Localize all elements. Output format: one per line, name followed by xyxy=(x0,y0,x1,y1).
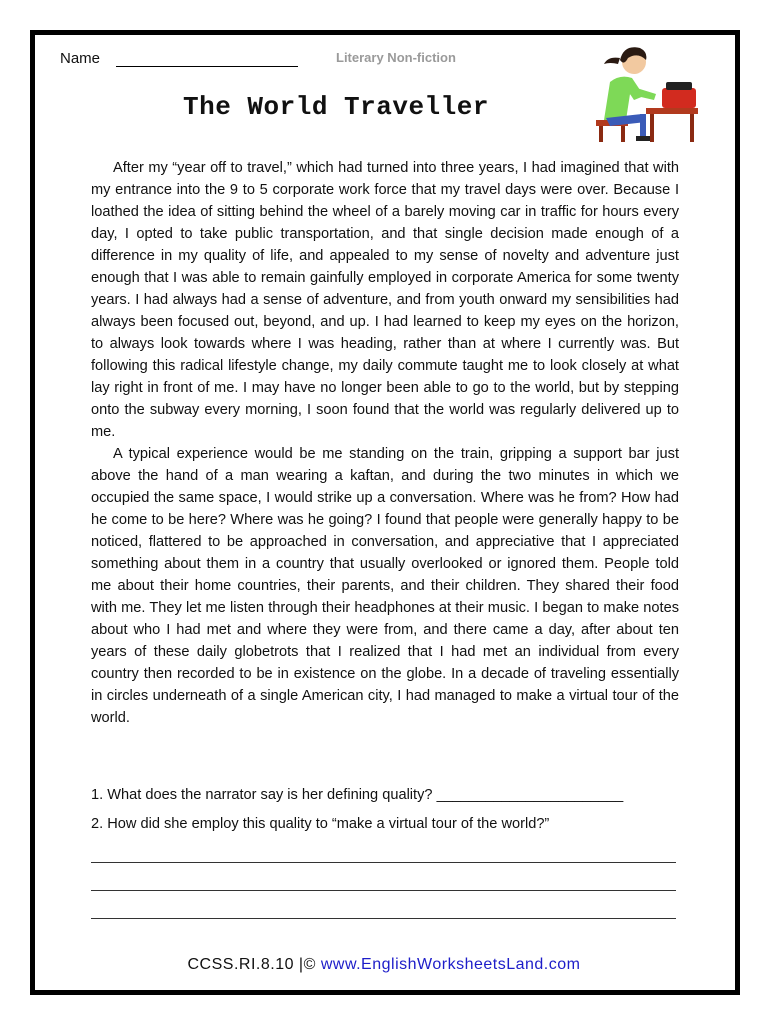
footer xyxy=(0,956,768,974)
passage-paragraph: A typical experience would be me standing on the train, gripping a support bar just above the hand of a man wearing a kaftan, and during the two minutes in which we occupied the same space, I would strike up a conversation. Where was he from? How had he come to be here? Where was he going? I found that people were generally happy to be noticed, flattered to be approached in conversation, and appreciative that I appreciated something about them in a country that usually overlooked or ignored them. People told me about their home countries, their parents, and their children. They shared their food with me. They let me listen through their headphones at their music. I began to make notes about who I had met and where they were from, and there came a day, after about ten years of these daily globetrots that I realized that I had met an individual from every country then recorded to be in existence on the globe. In a decade of traveling essentially in circles underneath of a single American city, I had managed to make a virtual tour of the world. xyxy=(91,446,679,726)
reading-passage xyxy=(91,157,679,729)
answer-line xyxy=(91,890,676,891)
question-1: 1. What does the narrator say is her defining quality? _______________________ xyxy=(91,787,624,803)
question-2: 2. How did she employ this quality to “make a virtual tour of the world?” xyxy=(91,816,550,832)
website-link[interactable]: www.EnglishWorksheetsLand.com xyxy=(320,956,581,973)
name-blank-line xyxy=(116,48,298,67)
answer-line xyxy=(91,918,676,919)
genre-label: Literary Non-fiction xyxy=(336,50,456,65)
name-field xyxy=(60,48,298,67)
passage-paragraph: After my “year off to travel,” which had turned into three years, I had imagined that with my entrance into the 9 to 5 corporate work force that my travel days were over. Because I loathed the idea of sitting behind the wheel of a barely moving car in traffic for hours every day, I opted to take public transportation, and that single decision made enough of a difference in my quality of life, and appealed to my sense of novelty and adventure just enough that I was able to remain gainfully employed in corporate America for some twenty years. I had always had a sense of adventure, and from youth onward my sensibilities had always been focused out, beyond, and up. I had learned to keep my eyes on the horizon, to always look towards where I was heading, rather than at where I currently was. But following this radical lifestyle change, my daily commute taught me to look closely at what lay right in front of me. I may have no longer been able to go to the world, but by stepping onto the subway every morning, I soon found that the world was regularly delivered up to me. xyxy=(91,160,679,440)
name-label: Name xyxy=(60,50,101,67)
answer-line xyxy=(91,862,676,863)
worksheet-title: The World Traveller xyxy=(183,92,489,122)
standard-code: CCSS.RI.8.10 |© xyxy=(187,956,321,973)
typist-illustration xyxy=(590,34,722,144)
